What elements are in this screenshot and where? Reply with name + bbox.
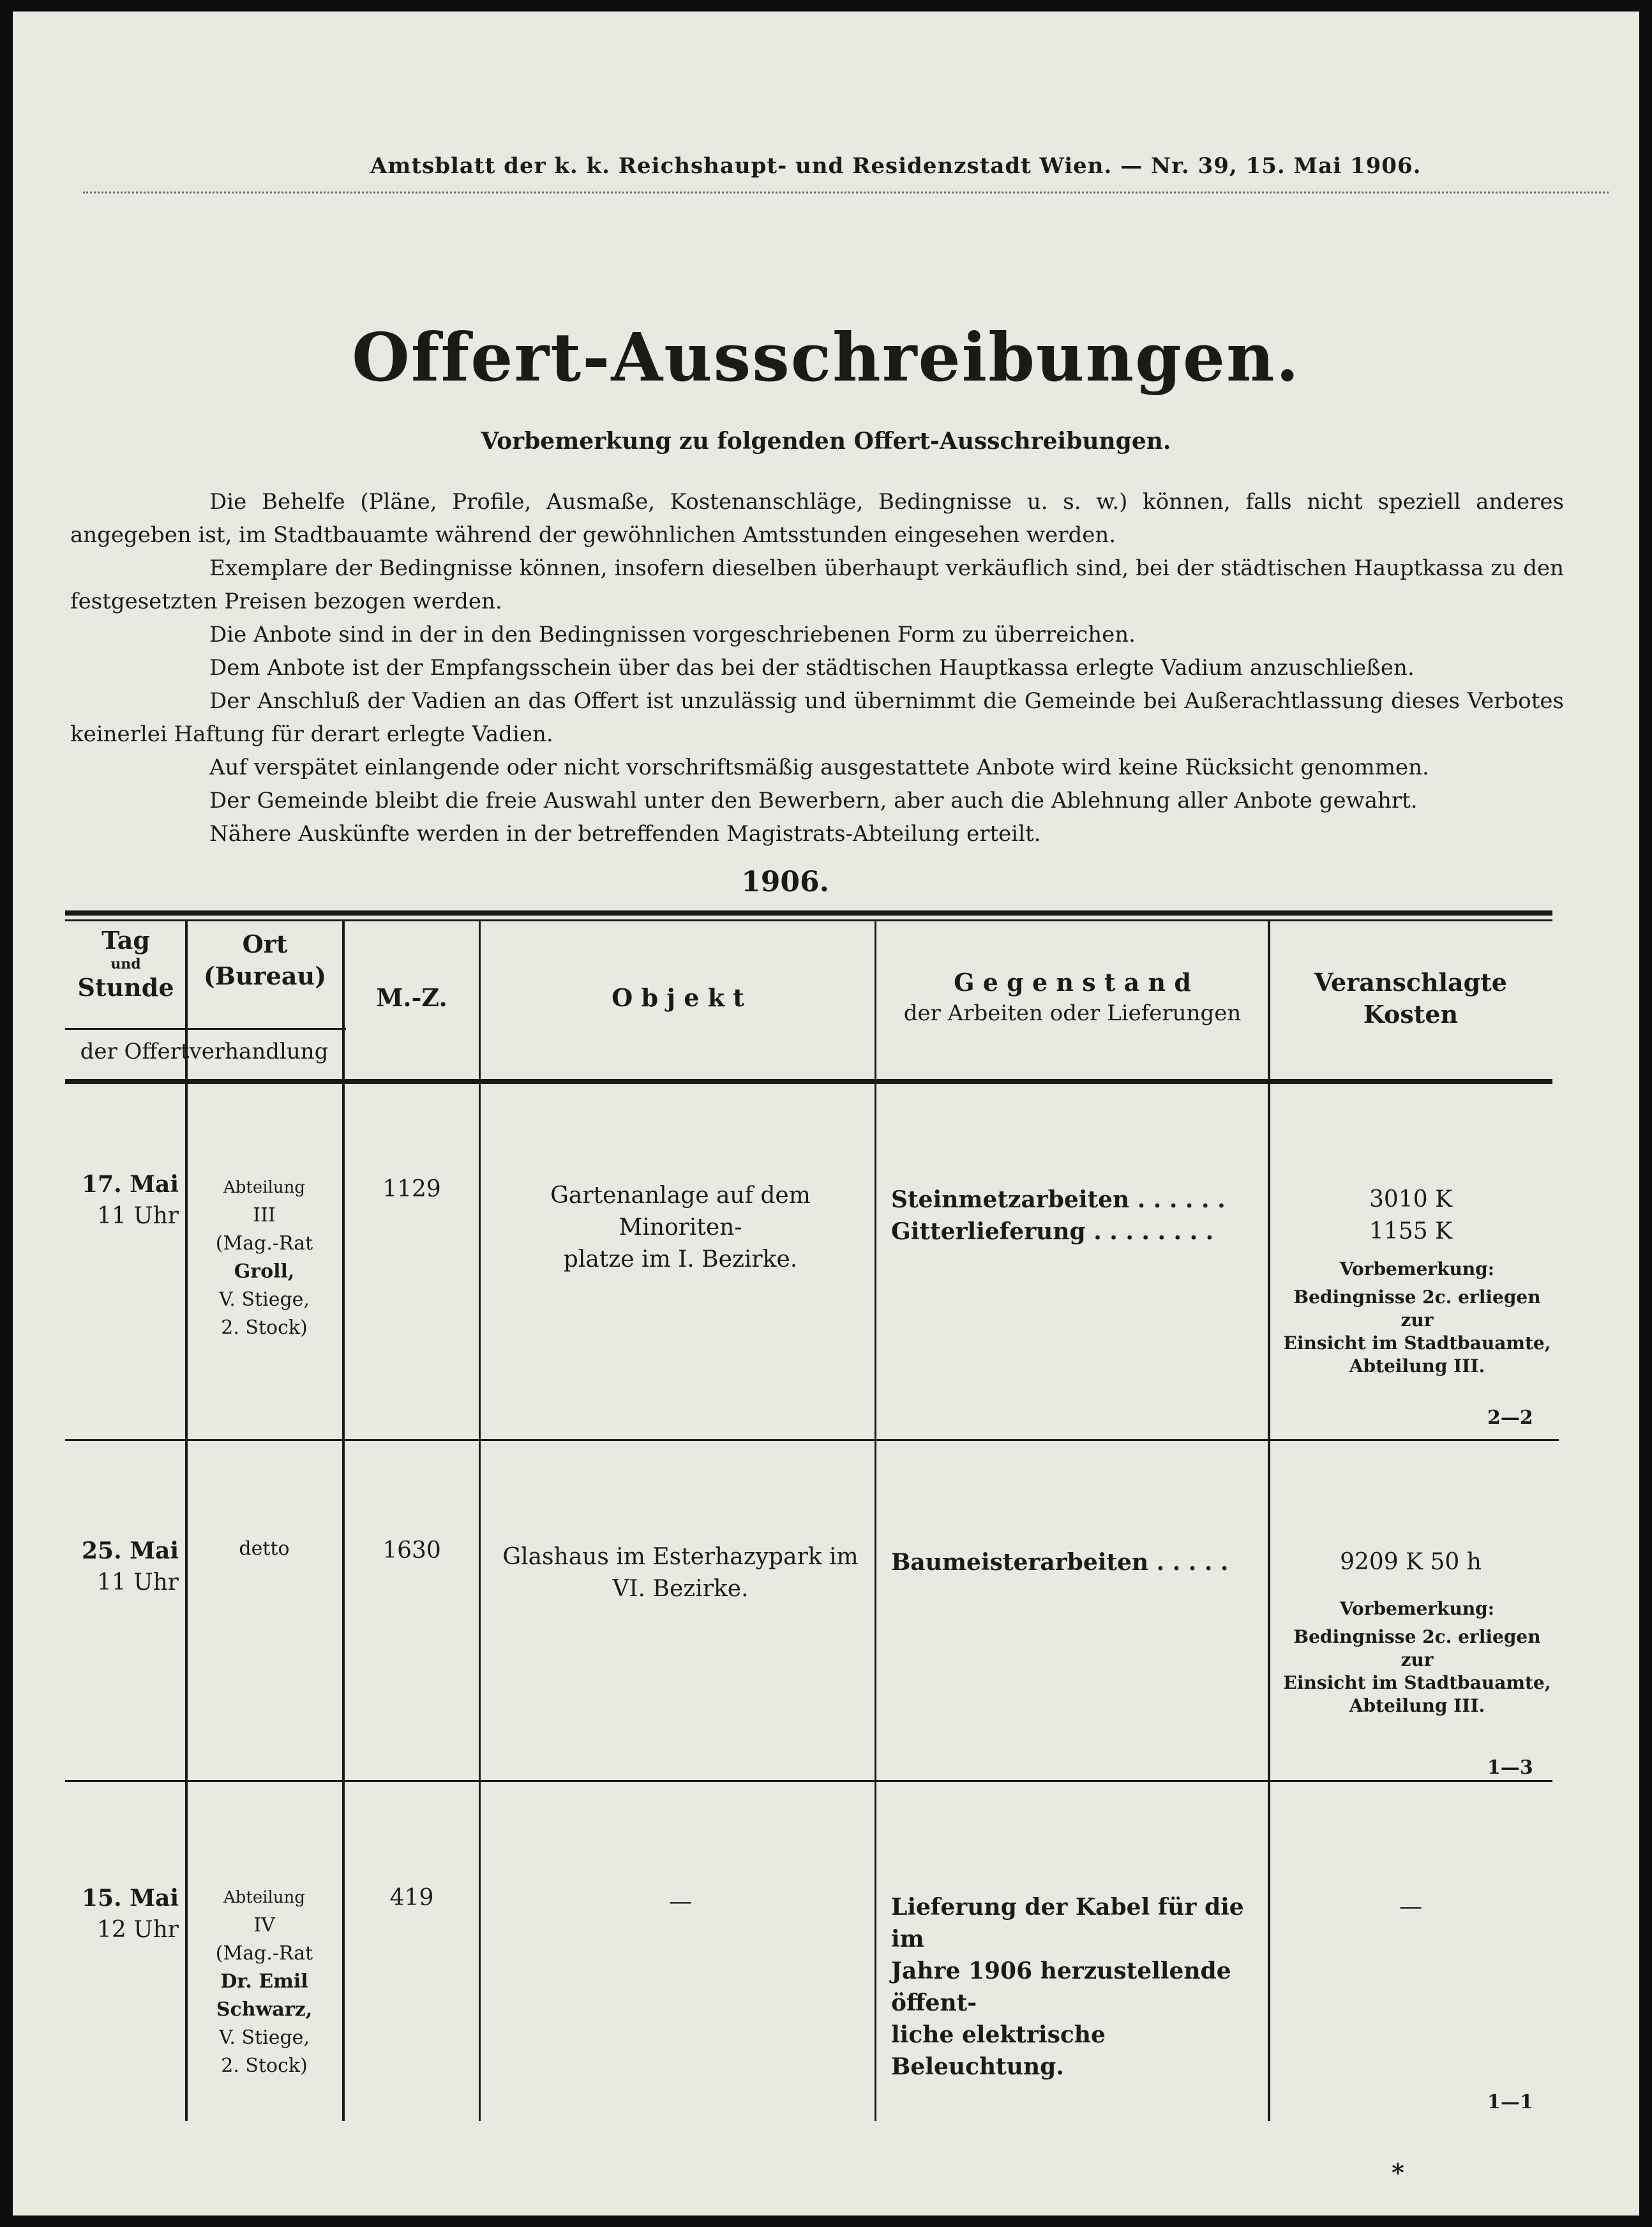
objekt-line: platze im I. Bezirke. [563,1246,798,1272]
row-code: 2—2 [1487,1407,1533,1429]
row-date: 17. Mai [81,1171,179,1198]
header-gegenstand [877,967,1268,1028]
ort-line: Schwarz, [216,1998,313,2021]
objekt-line: Gartenanlage auf dem Minoriten- [550,1182,811,1241]
row-note [1277,1597,1558,1717]
note-line: Bedingnisse 2c. erliegen zur [1293,1287,1541,1331]
ort-line: V. Stiege, [219,2027,310,2049]
header-ort [188,928,342,992]
header-kosten [1270,967,1551,1030]
ort-line: Dr. Emil [220,1970,308,1993]
row-separator [65,1780,1552,1782]
objekt-line: — [669,1889,692,1915]
row-ort [186,1884,342,2080]
footer-mark: * [1392,2158,1404,2187]
row-gegenstand [891,1891,1261,2083]
gegenstand-line: liche elektrische Beleuchtung. [891,2021,1106,2080]
header-objekt: O b j e k t [612,983,744,1012]
intro-paragraph: Nähere Auskünfte werden in der betreffenden Magistrats-Abteilung erteilt. [209,821,1041,847]
table-top-rule [65,910,1552,916]
note-line: Abteilung III. [1349,1695,1485,1716]
header-offertverhandlung: der Offertverhandlung [80,1039,329,1064]
objekt-line: Glashaus im Esterhazypark im [502,1544,859,1570]
kosten-line: 3010 K [1369,1186,1452,1212]
row-gegenstand [891,1184,1261,1248]
note-line: Bedingnisse 2c. erliegen zur [1293,1626,1541,1670]
note-line: Abteilung III. [1349,1355,1485,1377]
kosten-line: 1155 K [1369,1218,1452,1244]
header-tag-label: Tag [101,926,150,955]
intro-paragraph: Dem Anbote ist der Empfangsschein über das bei der städtischen Hauptkassa erlegte Vadium anzuschließen. [209,655,1415,681]
row-time: 11 Uhr [97,1569,179,1596]
intro-paragraph: Auf verspätet einlangende oder nicht vorschriftsmäßig ausgestattete Anbote wird keine Rücksicht genommen. [209,755,1429,780]
row-mz: 1129 [382,1176,441,1202]
intro-paragraph: Der Gemeinde bleibt die freie Auswahl unter den Bewerbern, aber auch die Ablehnung aller Anbote gewahrt. [209,788,1418,813]
objekt-line: VI. Bezirke. [612,1576,749,1602]
ort-line: Abteilung [223,1888,306,1907]
ort-line: (Mag.-Rat [215,1232,313,1255]
note-line: Einsicht im Stadtbauamte, [1283,1672,1551,1693]
intro-paragraph: Die Behelfe (Pläne, Profile, Ausmaße, Kostenanschläge, Bedingnisse u. s. w.) können, falls nicht speziell anderes angegeben ist, im Stadtbauamte während der gewöhnlichen Amtsstunden eingesehen werden. [70,489,1564,548]
intro-text [70,485,1564,850]
header-gegenstand-sub: der Arbeiten oder Lieferungen [903,1000,1242,1026]
ort-line: IV [253,1914,275,1936]
column-rule [1268,921,1270,2121]
row-ort [186,1174,342,1342]
column-rule [342,921,345,2121]
table-top-rule-2 [65,919,1552,921]
row-mz: 419 [389,1885,434,1911]
gegenstand-line: Steinmetzarbeiten . . . . . . [891,1186,1226,1213]
note-line: Einsicht im Stadtbauamte, [1283,1332,1551,1354]
ort-line: V. Stiege, [219,1288,310,1311]
row-kosten [1270,1184,1551,1248]
ort-line: (Mag.-Rat [215,1942,313,1965]
row-mz: 1630 [382,1537,441,1564]
note-title: Vorbemerkung: [1339,1598,1495,1619]
row-date: 15. Mai [81,1885,179,1912]
header-und-label: und [110,956,141,972]
ort-line: 2. Stock) [221,1317,308,1339]
document-page [13,11,1639,2216]
year-heading: 1906. [741,866,829,898]
kosten-line: 9209 K 50 h [1340,1549,1482,1575]
kosten-line: — [1399,1894,1422,1920]
column-rule [875,921,876,2121]
row-kosten [1270,1546,1551,1578]
ort-line: Groll, [234,1260,295,1283]
header-kosten-label-1: Veranschlagte [1314,968,1507,997]
header-kosten-label-2: Kosten [1363,1000,1459,1029]
running-header: Amtsblatt der k. k. Reichshaupt- und Residenzstadt Wien. — Nr. 39, 15. Mai 1906. [370,153,1422,179]
header-tag [66,925,185,1004]
row-code: 1—1 [1487,2091,1533,2113]
row-code: 1—3 [1487,1756,1533,1779]
header-ort-label: Ort [242,930,288,958]
row-objekt [495,1886,866,1918]
header-divider [83,192,1609,200]
row-time: 12 Uhr [97,1917,179,1943]
row-ort [186,1535,342,1563]
row-gegenstand [891,1546,1261,1578]
row-objekt [495,1541,866,1605]
header-mz: M.-Z. [376,983,447,1012]
row-kosten [1270,1891,1551,1923]
header-bottom-rule [65,1079,1552,1084]
ort-line: Abteilung [223,1178,306,1197]
ort-line: detto [239,1537,290,1560]
column-rule [479,921,481,2121]
page-title: Offert-Ausschreibungen. [352,318,1300,396]
gegenstand-line: Lieferung der Kabel für die im [891,1894,1244,1952]
gegenstand-line: Baumeisterarbeiten . . . . . [891,1549,1229,1576]
gegenstand-line: Gitterlieferung . . . . . . . . [891,1218,1214,1245]
header-bureau-label: (Bureau) [203,962,327,990]
intro-paragraph: Exemplare der Bedingnisse können, insofern dieselben überhaupt verkäuflich sind, bei der städtischen Hauptkassa zu den festgesetzten Preisen bezogen werden. [70,555,1564,614]
header-stunde-label: Stunde [77,973,174,1002]
header-sub-rule [65,1028,346,1030]
page-subtitle: Vorbemerkung zu folgenden Offert-Ausschreibungen. [481,428,1171,455]
header-gegenstand-label: G e g e n s t a n d [954,968,1191,997]
gegenstand-line: Jahre 1906 herzustellende öffent- [891,1958,1231,2016]
note-title: Vorbemerkung: [1339,1258,1495,1280]
intro-paragraph: Der Anschluß der Vadien an das Offert ist unzulässig und übernimmt die Gemeinde bei Außerachtlassung dieses Verbotes keinerlei Haftung für derart erlegte Vadien. [70,688,1564,747]
row-separator [65,1439,1559,1441]
row-date: 25. Mai [81,1537,179,1564]
row-time: 11 Uhr [97,1203,179,1229]
intro-paragraph: Die Anbote sind in der in den Bedingnissen vorgeschriebenen Form zu überreichen. [209,622,1136,647]
ort-line: III [253,1204,276,1227]
row-objekt [495,1180,866,1276]
ort-line: 2. Stock) [221,2055,308,2077]
row-note [1277,1258,1558,1378]
